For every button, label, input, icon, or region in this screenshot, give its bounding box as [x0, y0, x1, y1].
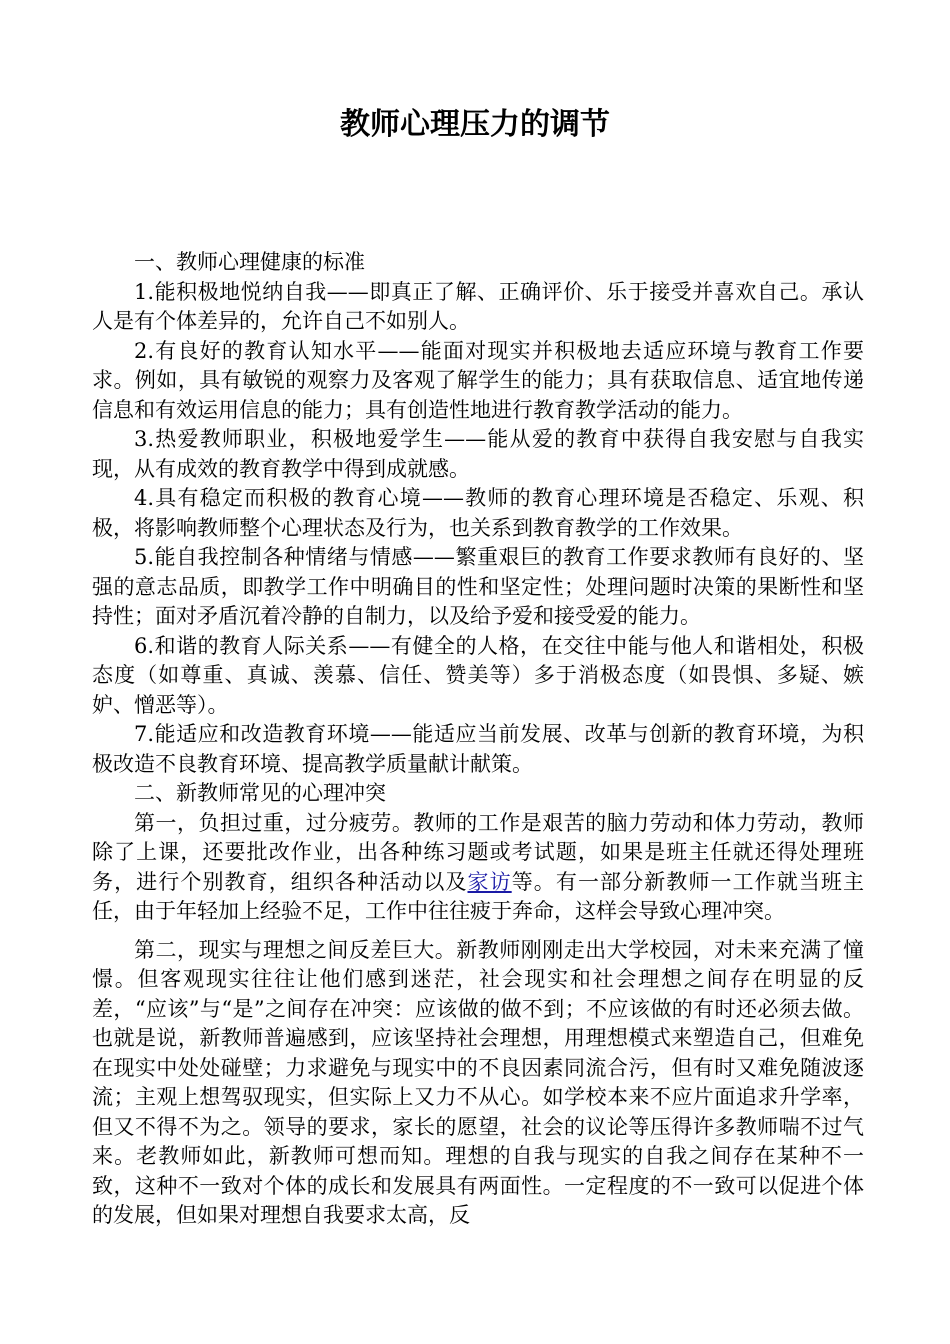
document-body	[92, 248, 864, 1231]
document-title: 教师心理压力的调节	[340, 107, 610, 142]
paragraph-text-before-link: 第一，负担过重，过分疲劳。教师的工作是艰苦的脑力劳动和体力劳动，教师除了上课，还要批改作业，出各种练习题或考试题，如果是班主任就还得处理班务，进行个别教育，组织各种活动以及	[92, 810, 864, 894]
paragraph-standard-2: 2.有良好的教育认知水平——能面对现实并积极地去适应环境与教育工作要求。例如，具有敏锐的观察力及客观了解学生的能力；具有获取信息、适宜地传递信息和有效运用信息的能力；具有创造性地进行教育教学活动的能力。	[92, 338, 864, 422]
paragraph-standard-4: 4.具有稳定而积极的教育心境——教师的教育心理环境是否稳定、乐观、积极，将影响教师整个心理状态及行为，也关系到教育教学的工作效果。	[92, 486, 864, 540]
paragraph-text-after-link: 等。有一部分新教师一工作就当班主任，由于年轻加上经验不足，工作中往往疲于奔命，这样会导致心理冲突。	[92, 869, 865, 923]
section-heading-standards: 一、教师心理健康的标准	[134, 250, 365, 274]
home-visit-link[interactable]: 家访	[467, 869, 512, 894]
paragraph-standard-7: 7.能适应和改造教育环境——能适应当前发展、改革与创新的教育环境，为积极改造不良教育环境、提高教学质量献计献策。	[92, 722, 864, 776]
paragraph-standard-3: 3.热爱教师职业，积极地爱学生——能从爱的教育中获得自我安慰与自我实现，从有成效的教育教学中得到成就感。	[92, 427, 864, 481]
paragraph-conflict-first	[92, 809, 864, 927]
section-heading-conflicts: 二、新教师常见的心理冲突	[134, 781, 386, 805]
paragraph-conflict-second: 第二，现实与理想之间反差巨大。新教师刚刚走出大学校园，对未来充满了憧憬。但客观现实往往让他们感到迷茫，社会现实和社会理想之间存在明显的反差，“应该”与“是”之间存在冲突：应该做的做不到；不应该做的有时还必须去做。也就是说，新教师普遍感到，应该坚持社会理想，用理想模式来塑造自己，但难免在现实中处处碰壁；力求避免与现实中的不良因素同流合污，但有时又难免随波逐流；主观上想驾驭现实，但实际上又力不从心。如学校本来不应片面追求升学率，但又不得不为之。领导的要求，家长的愿望，社会的议论等压得许多教师喘不过气来。老教师如此，新教师可想而知。理想的自我与现实的自我之间存在某种不一致，这种不一致对个体的成长和发展具有两面性。一定程度的不一致可以促进个体的发展，但如果对理想自我要求太高，反	[92, 937, 864, 1227]
paragraph-standard-5: 5.能自我控制各种情绪与情感——繁重艰巨的教育工作要求教师有良好的、坚强的意志品质，即教学工作中明确目的性和坚定性；处理问题时决策的果断性和坚持性；面对矛盾沉着冷静的自制力，以及给予爱和接受爱的能力。	[92, 545, 864, 628]
paragraph-standard-6: 6.和谐的教育人际关系——有健全的人格，在交往中能与他人和谐相处，积极态度（如尊重、真诚、羡慕、信任、赞美等）多于消极态度（如畏惧、多疑、嫉妒、憎恶等）。	[92, 633, 864, 717]
paragraph-standard-1: 1.能积极地悦纳自我——即真正了解、正确评价、乐于接受并喜欢自己。承认人是有个体差异的，允许自己不如别人。	[92, 279, 864, 333]
